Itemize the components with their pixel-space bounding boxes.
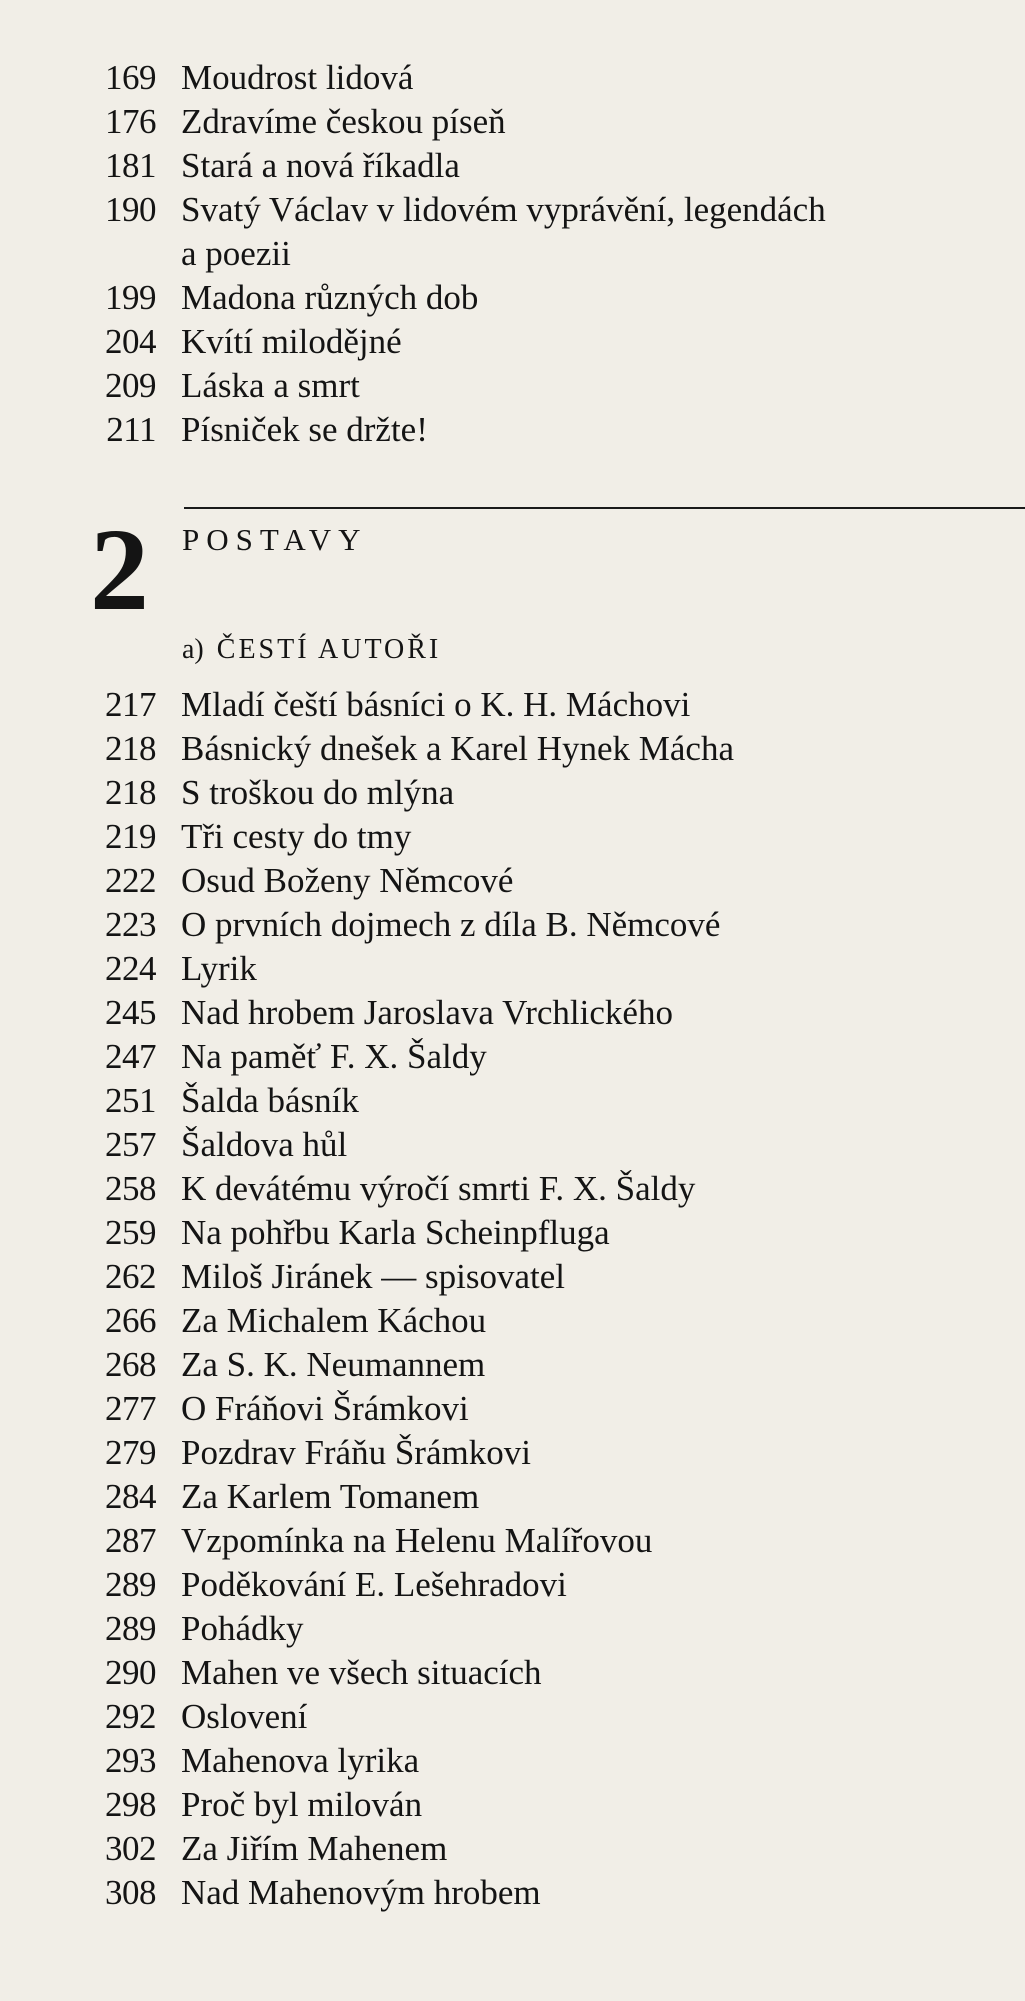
toc-entry-continuation xyxy=(0,232,1025,276)
section-heading: POSTAVY xyxy=(182,522,368,557)
toc-entry xyxy=(0,683,1025,727)
toc-entry xyxy=(0,991,1025,1035)
page-number: 245 xyxy=(105,993,156,1032)
entry-title: Za Jiřím Mahenem xyxy=(181,1829,448,1868)
page-number: 218 xyxy=(105,773,156,812)
toc-entry xyxy=(0,1123,1025,1167)
page-number: 289 xyxy=(105,1609,156,1648)
toc-entry xyxy=(0,1871,1025,1915)
page-number: 181 xyxy=(105,146,156,185)
page-number: 209 xyxy=(105,366,156,405)
page-number: 222 xyxy=(105,861,156,900)
entry-title: Na pohřbu Karla Scheinpfluga xyxy=(181,1213,610,1252)
toc-entry xyxy=(0,903,1025,947)
toc-entry xyxy=(0,1299,1025,1343)
entry-title: Mahen ve všech situacích xyxy=(181,1653,542,1692)
toc-entry xyxy=(0,144,1025,188)
page-number: 169 xyxy=(105,58,156,97)
entry-title: K devátému výročí smrti F. X. Šaldy xyxy=(181,1169,696,1208)
toc-entry xyxy=(0,1519,1025,1563)
toc-entry xyxy=(0,1827,1025,1871)
page-number: 211 xyxy=(106,410,156,449)
section-divider xyxy=(184,507,1025,509)
page-number: 308 xyxy=(105,1873,156,1912)
toc-entry xyxy=(0,947,1025,991)
entry-title: O prvních dojmech z díla B. Němcové xyxy=(181,905,721,944)
entry-title: Miloš Jiránek — spisovatel xyxy=(181,1257,565,1296)
entry-title: Na paměť F. X. Šaldy xyxy=(181,1037,487,1076)
toc-entry xyxy=(0,1563,1025,1607)
page-number: 224 xyxy=(105,949,156,988)
subsection-label: a) xyxy=(182,634,204,665)
toc-entry xyxy=(0,1211,1025,1255)
entry-title: Láska a smrt xyxy=(181,366,360,405)
entry-title: Svatý Václav v lidovém vyprávění, legendách xyxy=(181,190,826,229)
entry-title: Nad Mahenovým hrobem xyxy=(181,1873,541,1912)
page-number: 247 xyxy=(105,1037,156,1076)
entry-title-continuation: a poezii xyxy=(181,234,291,273)
entry-title: Madona různých dob xyxy=(181,278,479,317)
toc-entry xyxy=(0,1695,1025,1739)
subsection-heading xyxy=(182,630,441,670)
toc-entry xyxy=(0,1475,1025,1519)
page-number: 176 xyxy=(105,102,156,141)
entry-title: Zdravíme českou píseň xyxy=(181,102,506,141)
toc-entry xyxy=(0,859,1025,903)
entry-title: Oslovení xyxy=(181,1697,308,1736)
page-number: 266 xyxy=(105,1301,156,1340)
entry-title: Nad hrobem Jaroslava Vrchlického xyxy=(181,993,673,1032)
page-number: 289 xyxy=(105,1565,156,1604)
toc-entry xyxy=(0,276,1025,320)
toc-section-2 xyxy=(0,683,1025,1915)
page-number: 287 xyxy=(105,1521,156,1560)
entry-title: Písniček se držte! xyxy=(181,410,428,449)
entry-title: Mladí čeští básníci o K. H. Máchovi xyxy=(181,685,691,724)
page-number: 298 xyxy=(105,1785,156,1824)
page-number: 277 xyxy=(105,1389,156,1428)
toc-entry xyxy=(0,1079,1025,1123)
page-number: 258 xyxy=(105,1169,156,1208)
toc-entry xyxy=(0,188,1025,232)
entry-title: Pohádky xyxy=(181,1609,304,1648)
page-number: 302 xyxy=(105,1829,156,1868)
page-number: 204 xyxy=(105,322,156,361)
toc-entry xyxy=(0,1431,1025,1475)
page-number: 218 xyxy=(105,729,156,768)
entry-title: Tři cesty do tmy xyxy=(181,817,412,856)
page-number: 293 xyxy=(105,1741,156,1780)
page-number: 223 xyxy=(105,905,156,944)
entry-title: Mahenova lyrika xyxy=(181,1741,420,1780)
toc-entry xyxy=(0,1607,1025,1651)
toc-entry xyxy=(0,1739,1025,1783)
toc-entry xyxy=(0,56,1025,100)
entry-title: Osud Boženy Němcové xyxy=(181,861,514,900)
toc-entry xyxy=(0,320,1025,364)
entry-title: Za Karlem Tomanem xyxy=(181,1477,480,1516)
page-number: 219 xyxy=(105,817,156,856)
entry-title: Proč byl milován xyxy=(181,1785,423,1824)
page-number: 190 xyxy=(105,190,156,229)
toc-entry xyxy=(0,1387,1025,1431)
page-number: 199 xyxy=(105,278,156,317)
page-number: 284 xyxy=(105,1477,156,1516)
entry-title: Za S. K. Neumannem xyxy=(181,1345,486,1384)
page-number: 251 xyxy=(105,1081,156,1120)
toc-entry xyxy=(0,1035,1025,1079)
toc-entry xyxy=(0,1783,1025,1827)
entry-title: Šalda básník xyxy=(181,1081,359,1120)
toc-section-1 xyxy=(0,56,1025,452)
toc-entry xyxy=(0,408,1025,452)
page-number: 257 xyxy=(105,1125,156,1164)
page-number: 262 xyxy=(105,1257,156,1296)
toc-entry xyxy=(0,1255,1025,1299)
toc-entry xyxy=(0,771,1025,815)
entry-title: Stará a nová říkadla xyxy=(181,146,460,185)
entry-title: Básnický dnešek a Karel Hynek Mácha xyxy=(181,729,734,768)
entry-title: Za Michalem Káchou xyxy=(181,1301,487,1340)
page-number: 217 xyxy=(105,685,156,724)
toc-entry xyxy=(0,1343,1025,1387)
toc-entry xyxy=(0,100,1025,144)
entry-title: Lyrik xyxy=(181,949,257,988)
page-number: 279 xyxy=(105,1433,156,1472)
entry-title: Šaldova hůl xyxy=(181,1125,348,1164)
entry-title: S troškou do mlýna xyxy=(181,773,455,812)
entry-title: Moudrost lidová xyxy=(181,58,414,97)
entry-title: Poděkování E. Lešehradovi xyxy=(181,1565,567,1604)
toc-entry xyxy=(0,364,1025,408)
section-number: 2 xyxy=(90,504,149,635)
toc-entry xyxy=(0,1651,1025,1695)
entry-title: O Fráňovi Šrámkovi xyxy=(181,1389,469,1428)
toc-entry xyxy=(0,727,1025,771)
toc-entry xyxy=(0,815,1025,859)
page-number: 268 xyxy=(105,1345,156,1384)
entry-title: Kvítí milodějné xyxy=(181,322,402,361)
subsection-title: ČESTÍ AUTOŘI xyxy=(216,634,442,665)
page-number: 290 xyxy=(105,1653,156,1692)
page-number: 292 xyxy=(105,1697,156,1736)
toc-entry xyxy=(0,1167,1025,1211)
entry-title: Vzpomínka na Helenu Malířovou xyxy=(181,1521,653,1560)
entry-title: Pozdrav Fráňu Šrámkovi xyxy=(181,1433,531,1472)
page-number: 259 xyxy=(105,1213,156,1252)
